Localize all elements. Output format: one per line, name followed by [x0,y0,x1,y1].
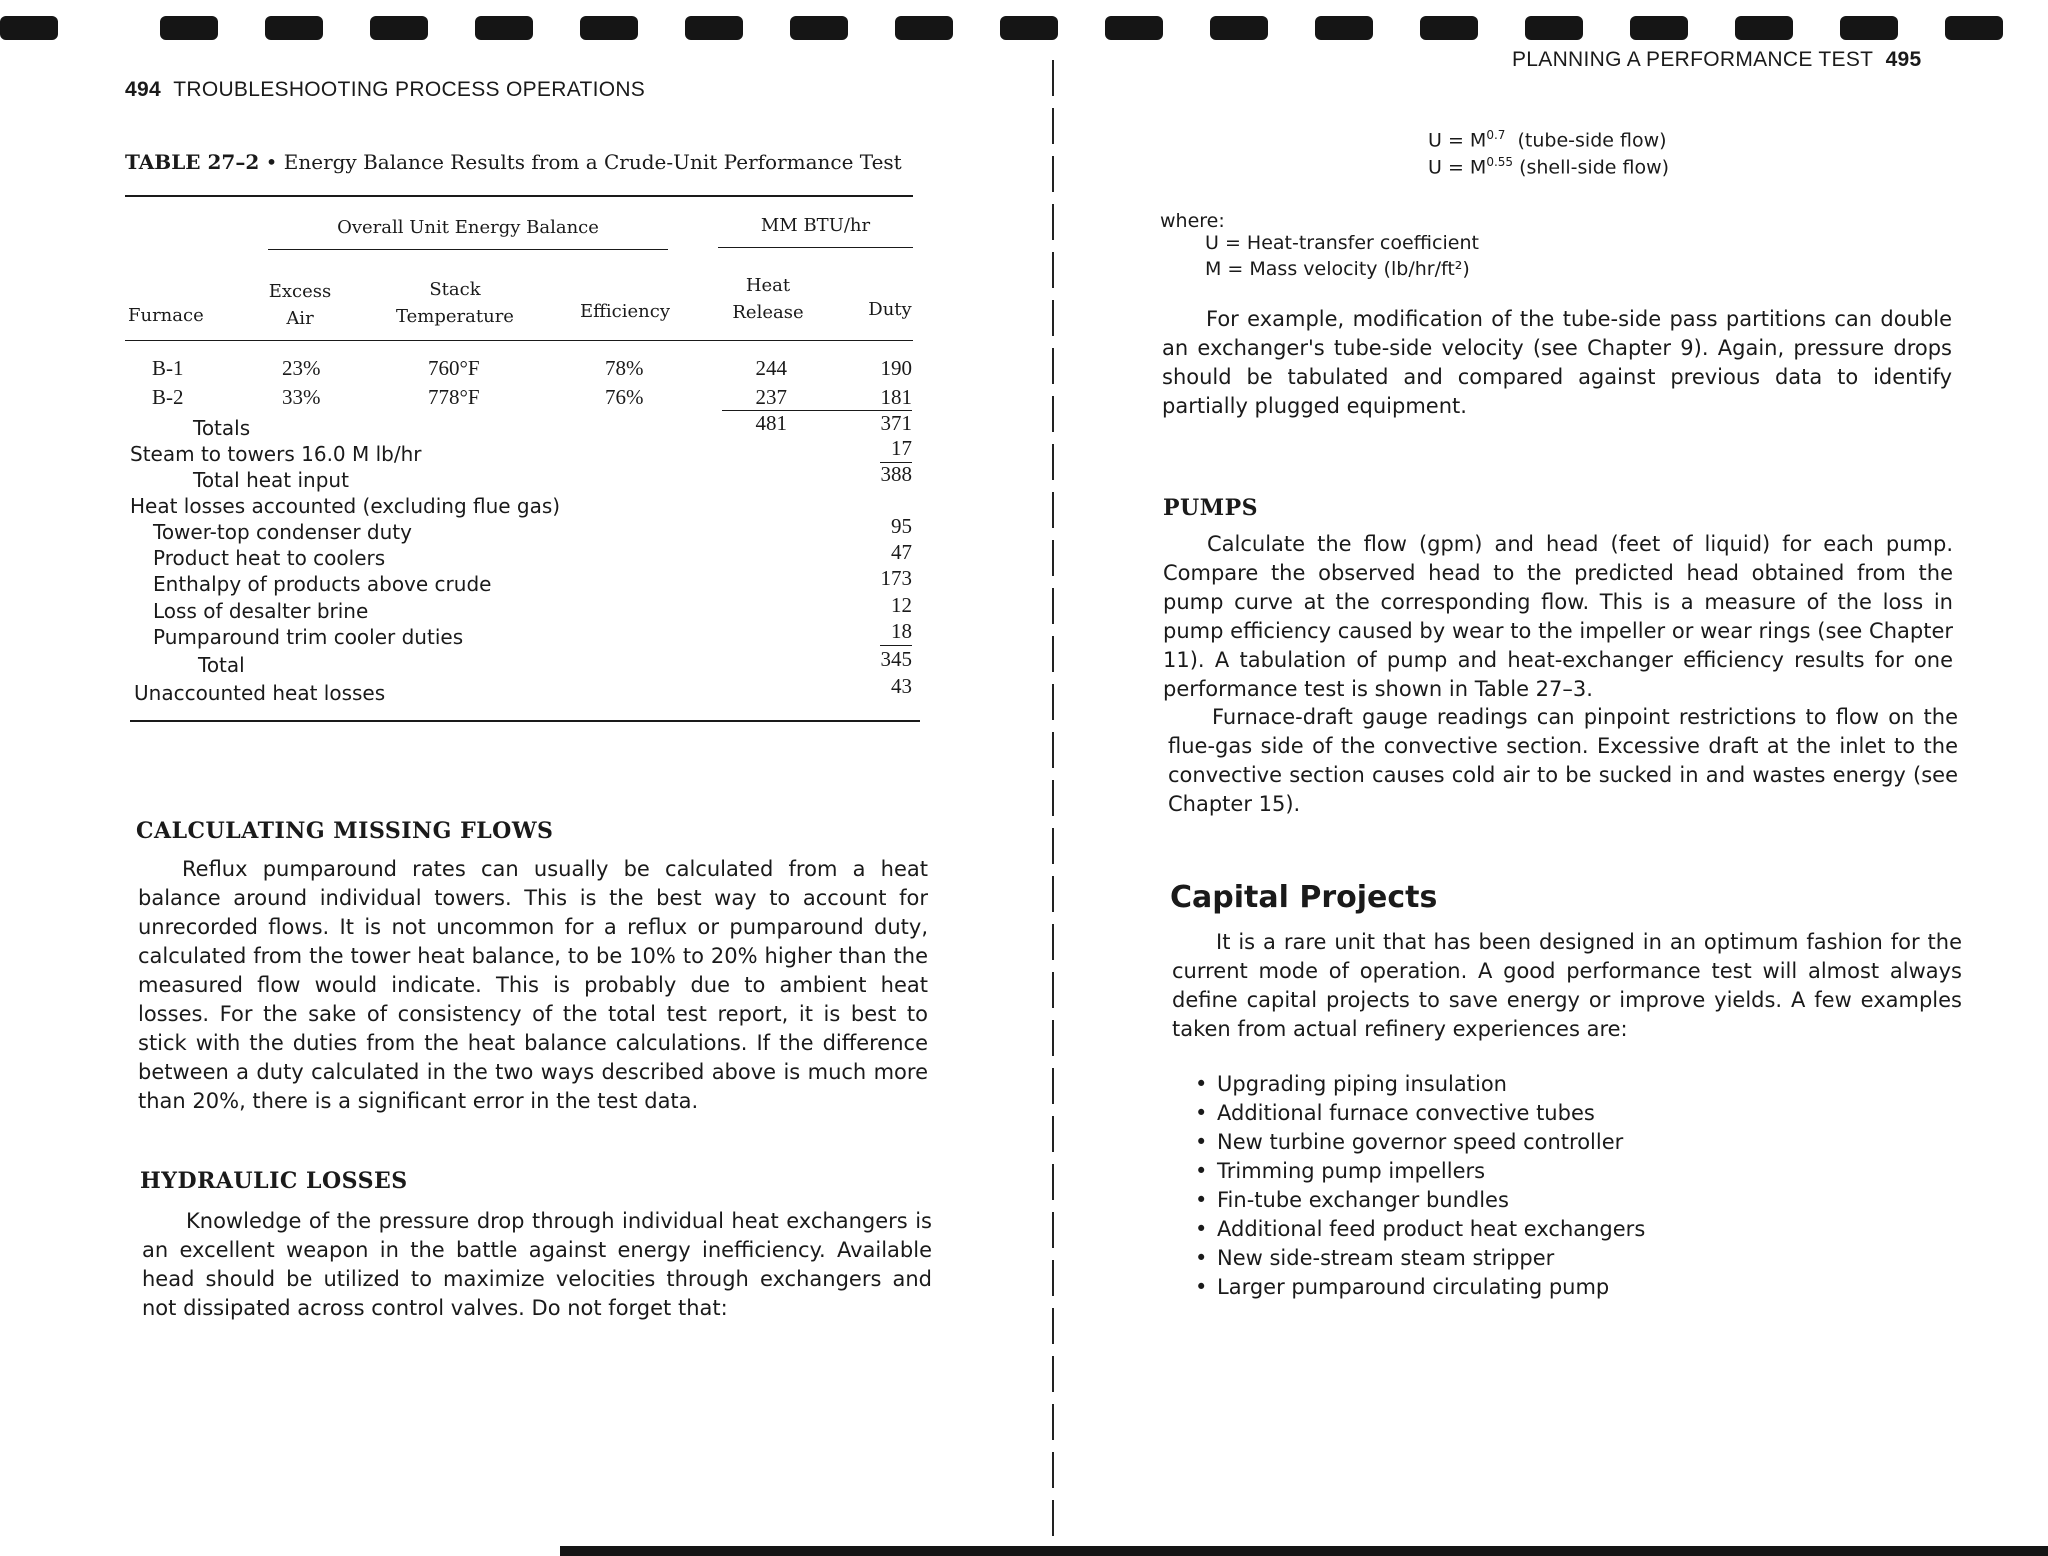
binding-hole [1420,16,1478,40]
col-header-furnace: Furnace [128,305,204,326]
loss-label: Tower-top condenser duty [153,520,412,544]
binding-hole [1735,16,1793,40]
col-header-heat-release [718,272,818,326]
col-header-efficiency: Efficiency [579,301,671,322]
where-label: where: [1160,210,1225,232]
cell-efficiency: 76% [605,385,644,409]
loss-total-label: Total [198,653,245,677]
formula-shell-side [1428,155,1669,178]
list-item: • Upgrading piping insulation [1195,1070,1645,1099]
list-item: • Trimming pump impellers [1195,1157,1645,1186]
group-rule-units [718,247,913,248]
loss-label: Pumparound trim cooler duties [153,625,464,649]
formula-lhs: U = M [1428,129,1487,152]
furnace-draft-paragraph: Furnace-draft gauge readings can pinpoint restrictions to flow on the flue-gas side of the convective section. Excessive draft at the inlet to the convective section causes cold air to be sucked in and wastes energy (see Chapter 15). [1168,705,1958,816]
col-header-heat-line1: Heat [745,275,791,296]
formula-tube-side [1428,128,1667,151]
example-paragraph: For example, modification of the tube-side pass partitions can double an exchanger's tube-side velocity (see Chapter 9). Again, pressure drops should be tabulated and compared against previous data to identify partially plugged equipment. [1162,307,1952,418]
cell-duty: 190 [880,356,912,380]
loss-label: Enthalpy of products above crude [153,572,492,596]
section-heading-hydraulic-losses: HYDRAULIC LOSSES [140,1168,408,1194]
formula-lhs: U = M [1428,156,1487,179]
cell-furnace: B-1 [152,356,184,380]
binding-hole [1210,16,1268,40]
hydraulic-losses-paragraph: Knowledge of the pressure drop through individual heat exchangers is an excellent weapon in the battle against energy inefficiency. Available head should be utilized to maximize velocities through exchangers and not dissipated across control valves. Do not forget that: [142,1209,932,1320]
table-caption: TABLE 27–2 • Energy Balance Results from a Crude-Unit Performance Test [125,150,902,174]
loss-duty: 12 [891,593,912,617]
missing-flows-paragraph: Reflux pumparound rates can usually be calculated from a heat balance around individual towers. This is the best way to account for unrecorded flows. It is not uncommon for a reflux or pumparound duty, calculated from the tower heat balance, to be 10% to 20% higher than the measured flow would indicate. This is probably due to ambient heat losses. For the sake of consistency of the total test report, it is best to stick with the duties from the heat balance calculations. If the difference between a duty calculated in the two ways described above is much more than 20%, there is a significant error in the test data. [138,857,928,1113]
loss-duty: 173 [880,566,912,590]
cell-duty: 181 [880,385,912,409]
col-header-excess-line1: Excess [268,281,332,302]
col-header-duty: Duty [868,299,912,320]
group-header-units: MM BTU/hr [760,215,871,236]
loss-label: Product heat to coolers [153,546,386,570]
right-running-head [1512,48,1922,72]
cell-heat-release: 244 [755,356,787,380]
binding-hole [1945,16,2003,40]
list-item: • New side-stream steam stripper [1195,1244,1645,1273]
totals-duty: 371 [880,411,912,435]
loss-duty: 18 [891,619,912,643]
totals-heat-release: 481 [755,411,787,435]
col-header-stack-line1: Stack [429,279,481,300]
formula-note: (shell-side flow) [1519,156,1670,179]
list-item: • Additional furnace convective tubes [1195,1099,1645,1128]
loss-duty: 95 [891,514,912,538]
table-title: Energy Balance Results from a Crude-Unit Performance Test [283,150,902,174]
total-input-duty: 388 [880,462,912,486]
col-header-excess-air [240,278,360,332]
section-heading-pumps: PUMPS [1163,495,1259,521]
cell-heat-release: 237 [755,385,787,409]
formula-exponent: 0.55 [1486,155,1514,169]
list-item: • Additional feed product heat exchangers [1195,1215,1645,1244]
list-item: • Fin-tube exchanger bundles [1195,1186,1645,1215]
table-bottom-rule [130,720,920,722]
pumps-paragraph: Calculate the flow (gpm) and head (feet of liquid) for each pump. Compare the observed head to the predicted head obtained from the pump curve at the corresponding flow. This is a measure of the loss in pump efficiency caused by wear to the impeller or wear rings (see Chapter 11). A tabulation of pump and heat-exchanger efficiency results for one performance test is shown in Table 27–3. [1163,532,1953,701]
loss-duty: 47 [891,540,912,564]
totals-label: Totals [193,416,251,440]
binding-hole [1315,16,1373,40]
left-running-head [125,78,645,102]
col-header-excess-line2: Air [286,308,314,329]
unaccounted-label: Unaccounted heat losses [134,681,386,705]
unaccounted-duty: 43 [891,674,912,698]
table-label: TABLE 27–2 [125,150,260,174]
section-heading-capital-projects: Capital Projects [1170,880,1438,915]
formula-note: (tube-side flow) [1517,129,1667,152]
running-head-title: PLANNING A PERFORMANCE TEST [1512,48,1874,71]
binding-hole [1840,16,1898,40]
cell-excess-air: 33% [282,385,321,409]
capital-projects-paragraph: It is a rare unit that has been designed in an optimum fashion for the current mode of operation. A good performance test will almost always define capital projects to save energy or improve yields. A few examples taken from actual refinery experiences are: [1172,930,1962,1041]
cell-excess-air: 23% [282,356,321,380]
total-input-label: Total heat input [193,468,349,492]
page-number: 494 [125,78,161,101]
col-header-stack-temp [375,276,535,330]
loss-total-duty: 345 [880,647,912,671]
formula-exponent: 0.7 [1486,128,1506,142]
capital-projects-list [1195,1070,1645,1302]
definition-u: U = Heat-transfer coefficient [1205,232,1479,254]
loss-total-rule [880,645,912,646]
cell-stack-temp: 760°F [428,356,480,380]
header-bottom-rule [125,340,913,341]
section-heading-missing-flows: CALCULATING MISSING FLOWS [136,818,554,844]
steam-label: Steam to towers 16.0 M lb/hr [130,442,422,466]
group-rule-energy [268,249,668,250]
group-header-energy: Overall Unit Energy Balance [337,217,599,238]
page-number: 495 [1885,48,1922,71]
running-head-title: TROUBLESHOOTING PROCESS OPERATIONS [173,78,646,101]
binding-hole [1630,16,1688,40]
cell-furnace: B-2 [152,385,184,409]
cell-stack-temp: 778°F [428,385,480,409]
col-header-heat-line2: Release [732,302,804,323]
losses-header: Heat losses accounted (excluding flue gas) [130,494,561,518]
definition-m: M = Mass velocity (lb/hr/ft²) [1205,258,1470,280]
binding-hole [1525,16,1583,40]
cell-efficiency: 78% [605,356,644,380]
loss-label: Loss of desalter brine [153,599,369,623]
table-top-rule [125,195,913,197]
binding-hole [1105,16,1163,40]
book-spine [1052,60,1054,1556]
list-item: • New turbine governor speed controller [1195,1128,1645,1157]
steam-duty: 17 [891,436,912,460]
list-item: • Larger pumparound circulating pump [1195,1273,1645,1302]
col-header-stack-line2: Temperature [396,306,514,327]
